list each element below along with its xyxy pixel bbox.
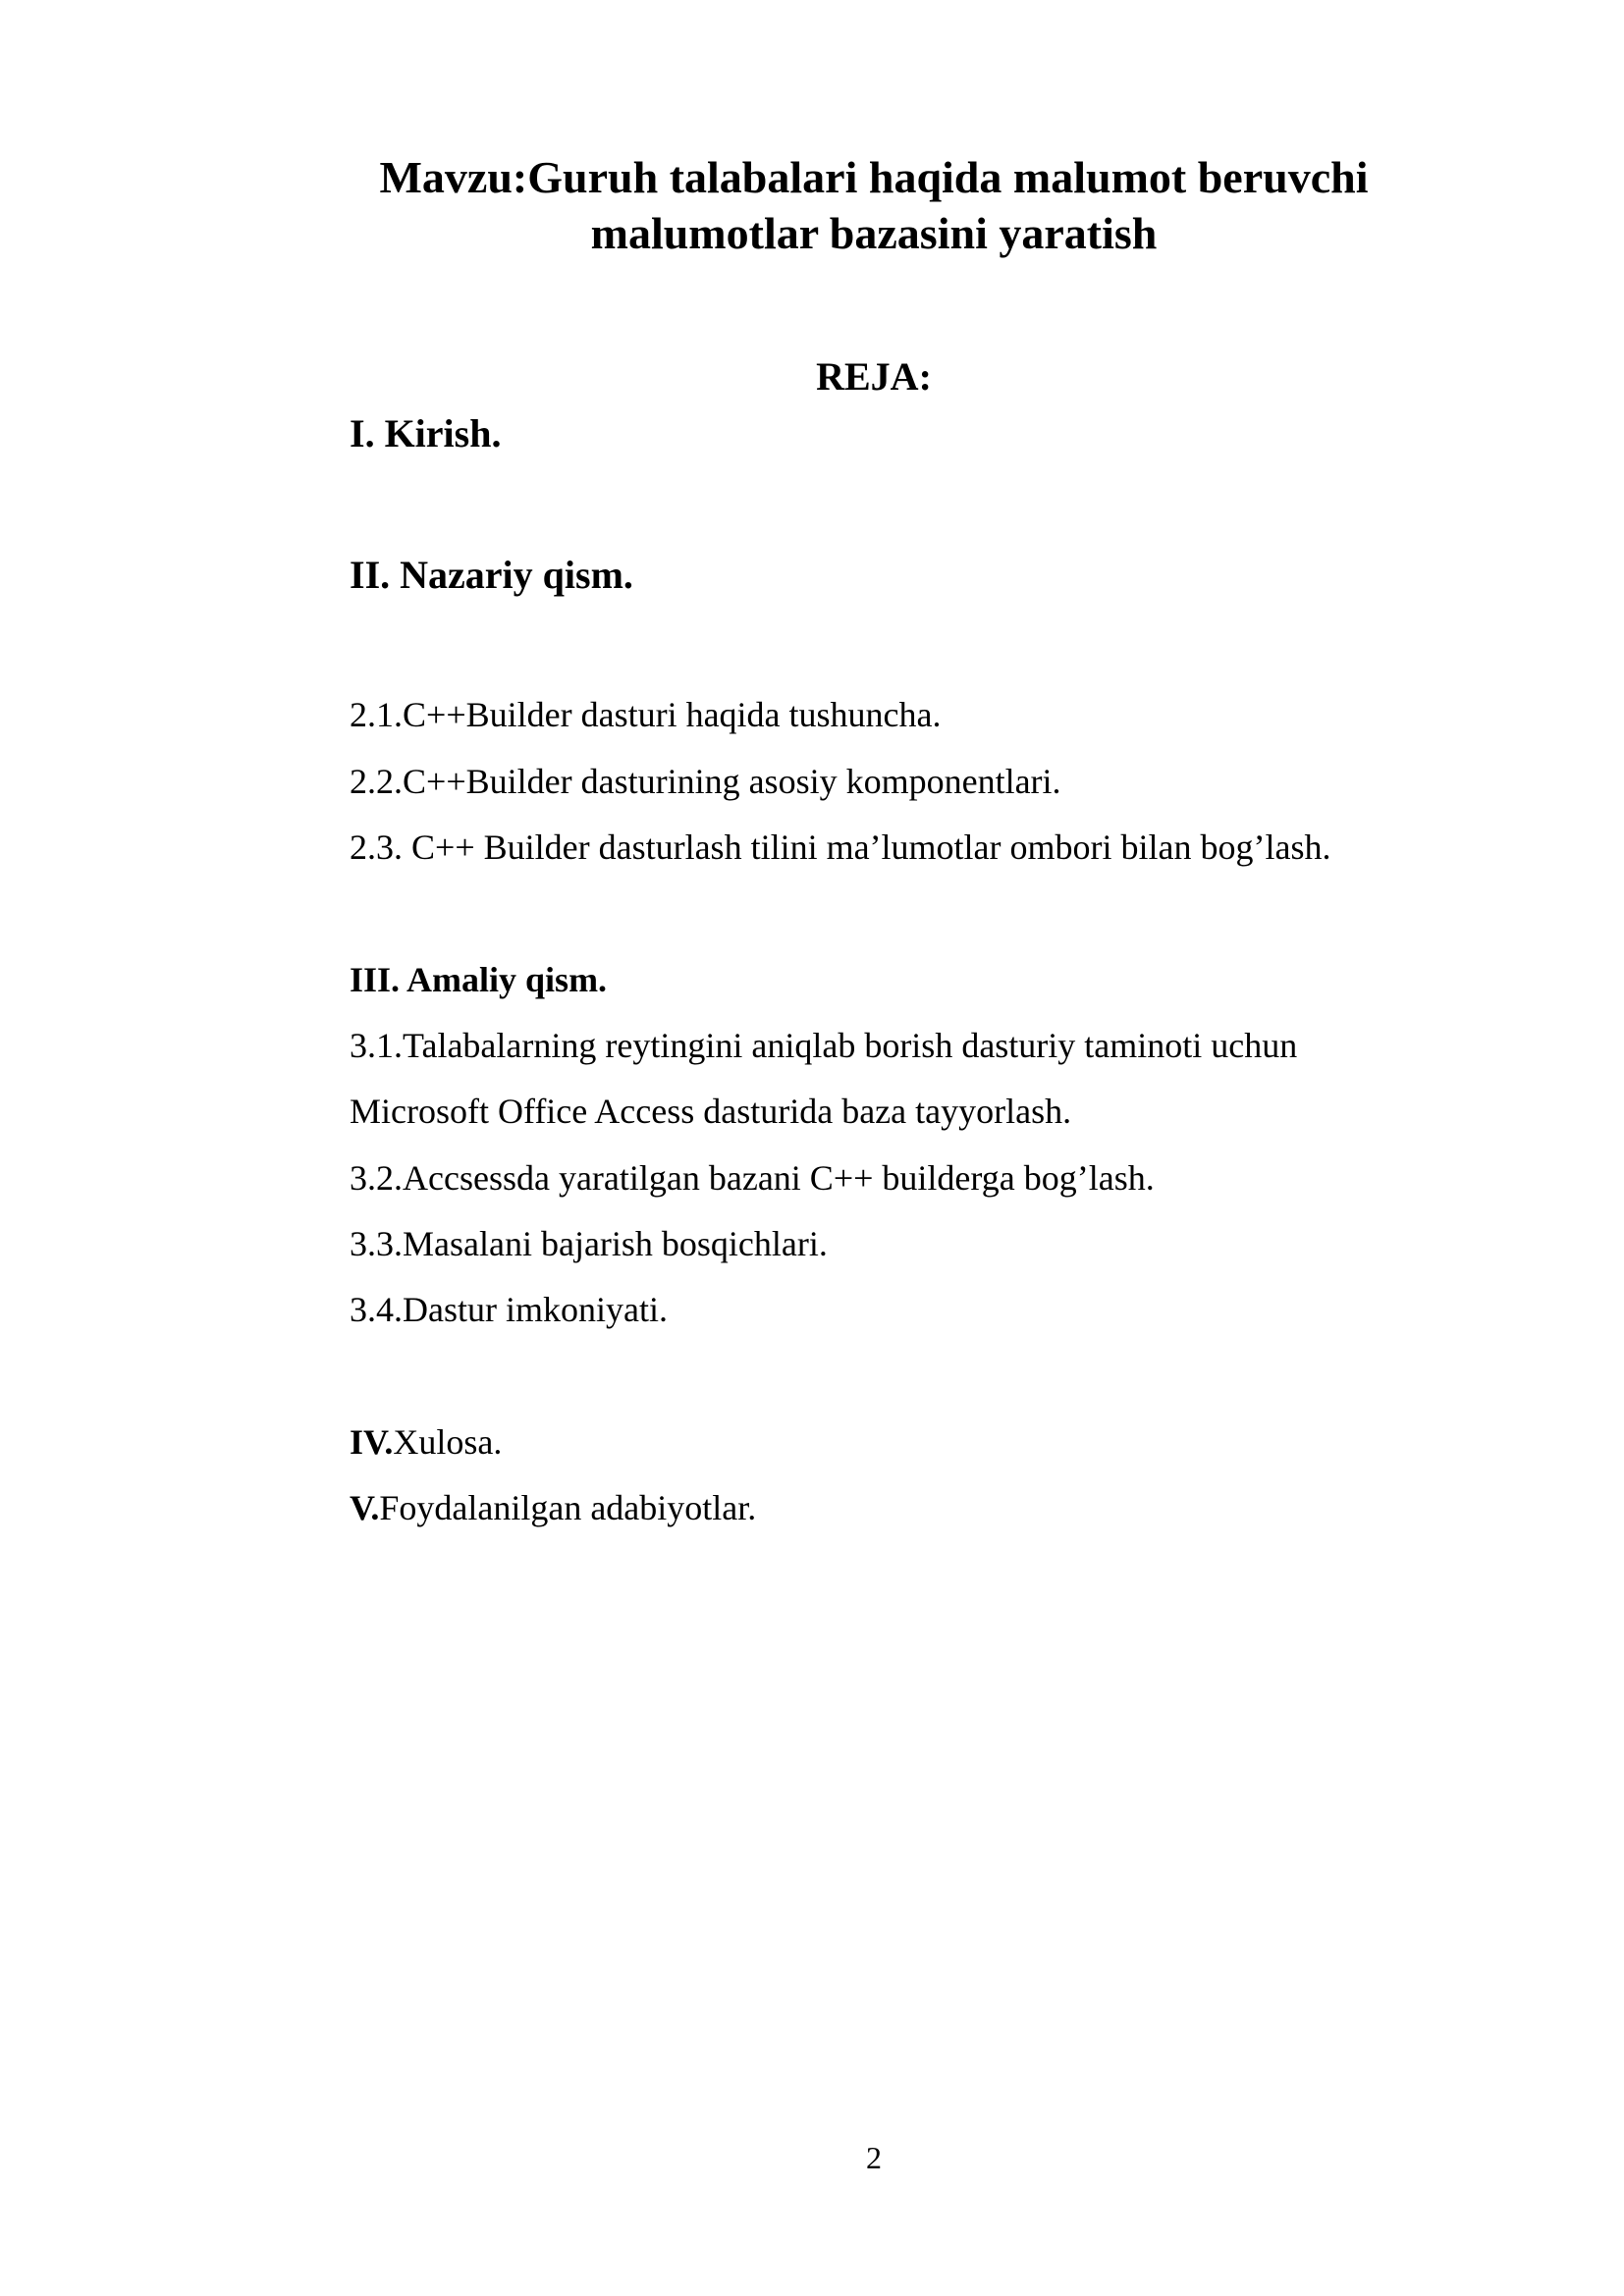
section-5 (350, 1486, 756, 1529)
section-5-number: V. (350, 1488, 380, 1527)
section-2-item-2: 2.2.C++Builder dasturining asosiy komponentlari. (350, 762, 1061, 801)
section-3-item-1: 3.1.Talabalarning reytingini aniqlab borish dasturiy taminoti uchun (350, 1026, 1298, 1065)
section-3-item-3: 3.3.Masalani bajarish bosqichlari. (350, 1224, 828, 1263)
section-2-heading: II. Nazariy qism. (350, 553, 633, 597)
section-5-text: Foydalanilgan adabiyotlar. (379, 1488, 757, 1527)
section-3-item-1-cont: Microsoft Office Access dasturida baza tayyorlash. (350, 1092, 1072, 1131)
title-line-1: Mavzu:Guruh talabalari haqida malumot beruvchi (379, 152, 1369, 202)
plan-heading: REJA: (816, 354, 932, 399)
section-2-item-1: 2.1.C++Builder dasturi haqida tushuncha. (350, 695, 942, 734)
section-4-number: IV. (350, 1422, 394, 1462)
document-title (275, 149, 1473, 261)
title-line-2: malumotlar bazasini yaratish (590, 208, 1158, 258)
section-2-item-3: 2.3. C++ Builder dasturlash tilini ma’lumotlar ombori bilan bog’lash. (350, 828, 1331, 867)
section-1-heading: I. Kirish. (350, 411, 502, 455)
section-3-item-2: 3.2.Accsessda yaratilgan bazani C++ builderga bog’lash. (350, 1158, 1155, 1198)
section-3-item-4: 3.4.Dastur imkoniyati. (350, 1290, 668, 1329)
section-3-heading: III. Amaliy qism. (350, 960, 608, 999)
section-4 (350, 1420, 502, 1464)
section-4-text: Xulosa. (393, 1422, 503, 1462)
page-number: 2 (866, 2140, 882, 2175)
